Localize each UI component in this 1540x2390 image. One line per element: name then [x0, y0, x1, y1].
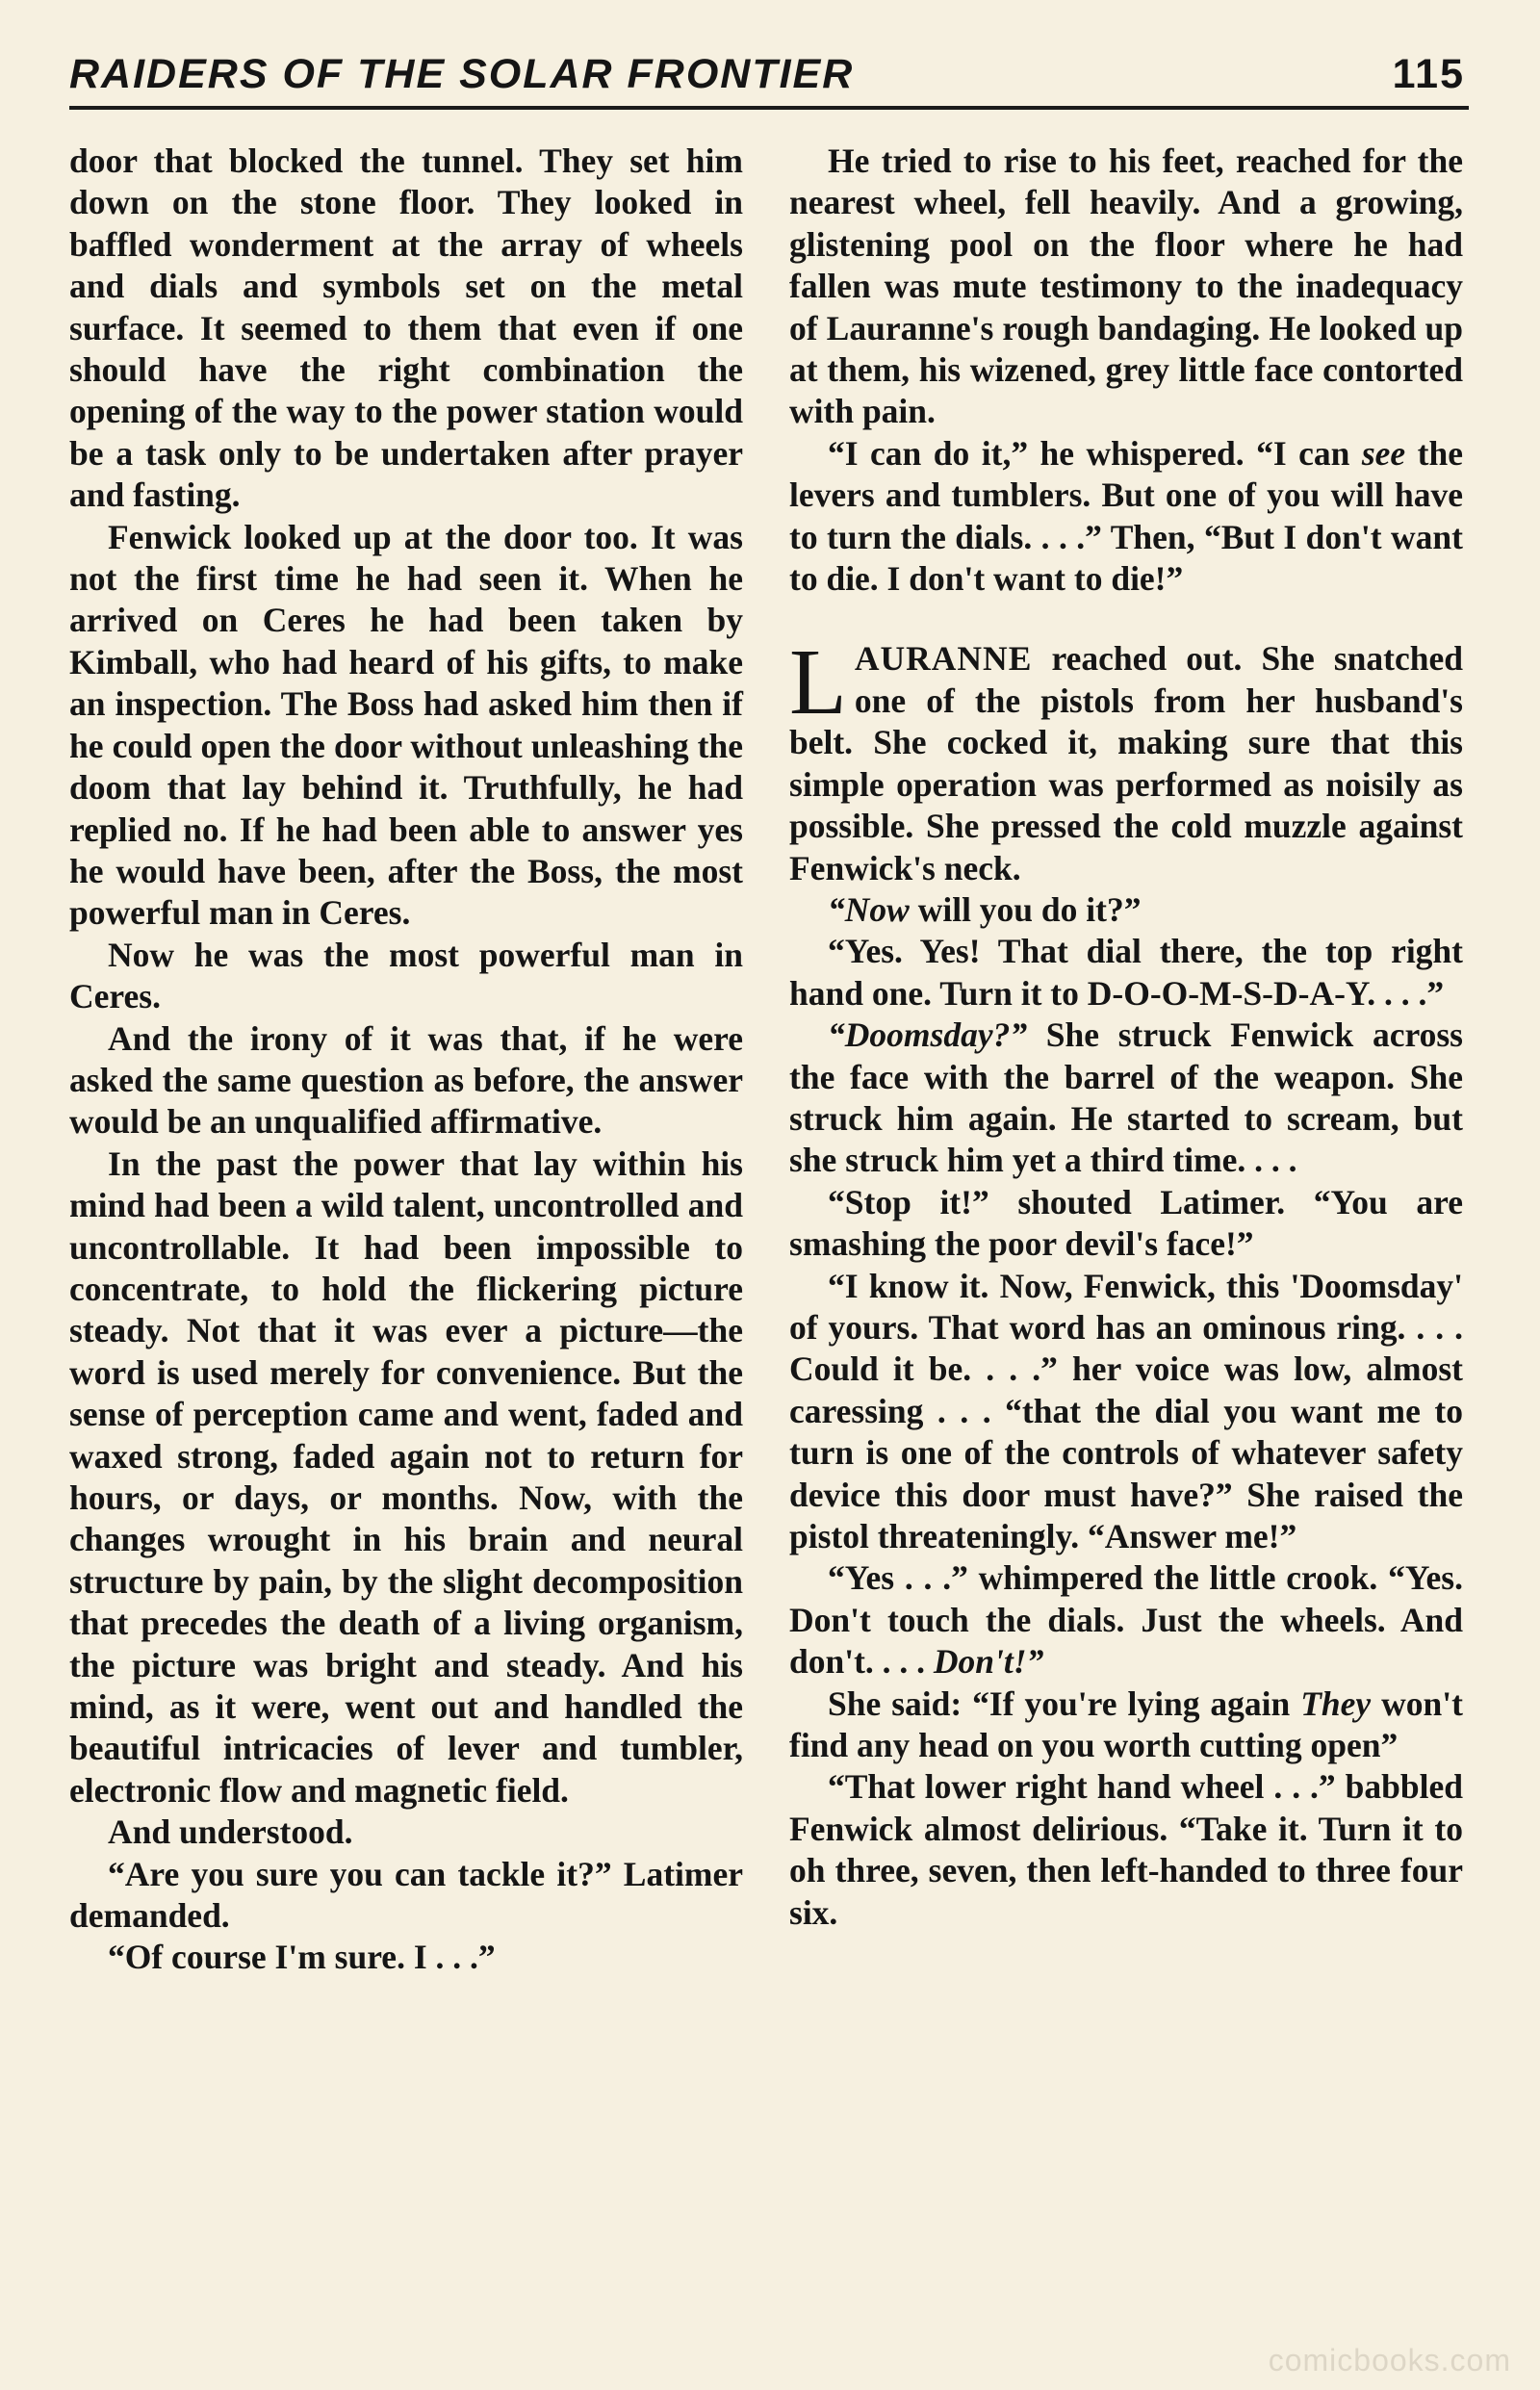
paragraph: “Stop it!” shouted Latimer. “You are smashing the poor devil's face!”: [789, 1182, 1463, 1264]
paragraph: door that blocked the tunnel. They set him down on the stone floor. They looked in baffled wonderment at the array of wheels and dials and symbols set on the metal surface. It seemed to them that even if one should have the right combination the opening of the way to the power station would be a task only to be undertaken after prayer and fasting.: [69, 141, 743, 515]
paragraph: “Of course I'm sure. I . . .”: [108, 1938, 496, 1977]
paragraph: And understood.: [108, 1812, 353, 1852]
paragraph: He tried to rise to his feet, reached for the nearest wheel, fell heavily. And a growing, glistening pool on the floor where he had fallen was mute testimony to the inadequacy of Lauranne's rough bandaging. He looked up at them, his wizened, grey little face contorted with pain.: [789, 141, 1463, 431]
paragraph-dropcap: LAURANNE reached out. She snatched one of the pistols from her husband's belt. She cocked it, making sure that this simple operation was performed as noisily as possible. She pressed the cold muzzle against Fenwick's neck.: [789, 630, 1463, 887]
paragraph: “Are you sure you can tackle it?” Latimer demanded.: [69, 1854, 743, 1936]
paragraph: “That lower right hand wheel . . .” babbled Fenwick almost delirious. “Take it. Turn it to oh three, seven, then left-handed to three four six.: [789, 1767, 1463, 1932]
paragraph: Fenwick looked up at the door too. It was not the first time he had seen it. When he arrived on Ceres he had been taken by Kimball, who had heard of his gifts, to make an inspection. The Boss had asked him then if he could open the door without unleashing the doom that lay behind it. Truthfully, he had replied no. If he had been able to answer yes he would have been, after the Boss, the most powerful man in Ceres.: [69, 517, 743, 933]
page-number: 115: [1392, 51, 1465, 97]
drop-cap: L: [789, 630, 847, 735]
paragraph: “I know it. Now, Fenwick, this 'Doomsday' of yours. That word has an ominous ring. . . . Could it be. . . .” her voice was low, almost caressing . . . “that the dial you want me to turn is one of the controls of whatever safety device this door must have?” She raised the pistol threateningly. “Answer me!”: [789, 1266, 1463, 1555]
paragraph: “Doomsday?” She struck Fenwick across the face with the barrel of the weapon. She struck him again. He started to scream, but she struck him yet a third time. . . .: [789, 1015, 1463, 1180]
paragraph: She said: “If you're lying again They won't find any head on you worth cutting open”: [789, 1683, 1463, 1765]
right-column: [789, 141, 1463, 1934]
paragraph: Now he was the most powerful man in Ceres.: [69, 935, 743, 1016]
paragraph: “Yes . . .” whimpered the little crook. “Yes. Don't touch the dials. Just the wheels. And don't. . . . Don't!”: [789, 1558, 1463, 1682]
paragraph: “Now will you do it?”: [828, 889, 1142, 929]
left-column: [69, 141, 743, 1979]
paragraph: And the irony of it was that, if he were asked the same question as before, the answer would be an unqualified affirmative.: [69, 1018, 743, 1142]
watermark: comicbooks.com: [1268, 2343, 1511, 2377]
paragraph: “Yes. Yes! That dial there, the top right hand one. Turn it to D-O-O-M-S-D-A-Y. . . .”: [789, 932, 1463, 1013]
paragraph: In the past the power that lay within his mind had been a wild talent, uncontrolled and uncontrollable. It had been impossible to concentrate, to hold the flickering picture steady. Not that it was ever a picture—the word is used merely for convenience. But the sense of perception came and went, faded and waxed strong, faded again not to return for hours, or days, or months. Now, with the changes wrought in his brain and neural structure by pain, by the slight decomposition that precedes the death of a living organism, the picture was bright and steady. And his mind, as it were, went out and handled the beautiful intricacies of lever and tumbler, electronic flow and magnetic field.: [69, 1144, 743, 1810]
paragraph: “I can do it,” he whispered. “I can see the levers and tumblers. But one of you will have to turn the dials. . . .” Then, “But I don't want to die. I don't want to die!”: [789, 433, 1463, 599]
running-title: RAIDERS OF THE SOLAR FRONTIER: [69, 51, 855, 97]
running-header: [69, 39, 1469, 110]
